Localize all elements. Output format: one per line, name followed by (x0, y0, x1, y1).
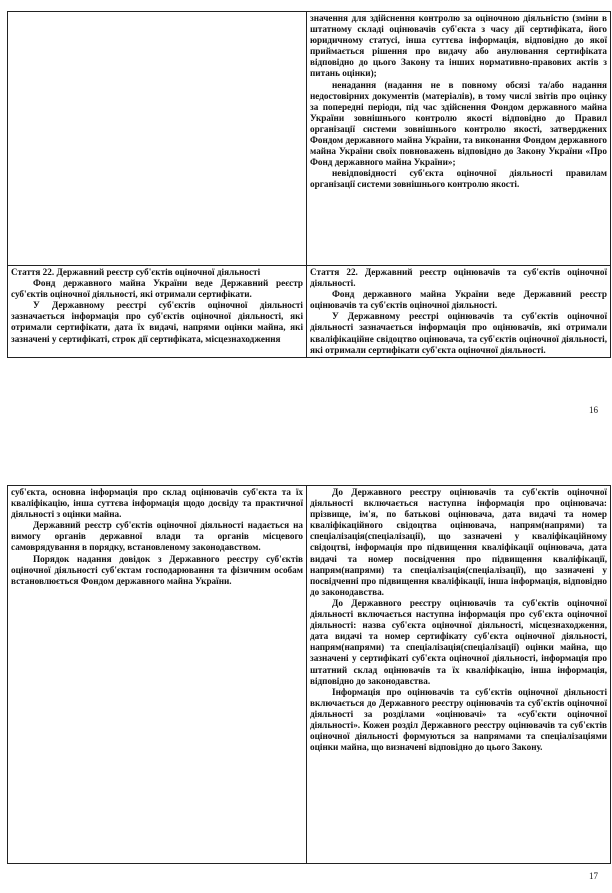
left-article-cell (8, 266, 307, 358)
comparison-table (7, 11, 611, 358)
paragraph: Фонд державного майна України веде Державний реєстр суб'єктів оціночної діяльності, які отримали сертифікати. (11, 278, 303, 300)
page-16 (0, 0, 612, 430)
table-row (8, 266, 611, 358)
right-article-cell (307, 266, 611, 358)
paragraph: невідповідності суб'єкта оціночної діяльності правилам організації системи зовнішнього контролю якості. (310, 168, 607, 190)
page-number: 17 (589, 871, 598, 881)
paragraph: У Державному реєстрі оцінювачів та суб'єктів оціночної діяльності зазначається інформація про оцінювачів, які отримали кваліфікаційне свідоцтво оцінювача, та суб'єктів оціночної діяльності, які отримали сертифікати суб'єкта оціночної діяльності. (310, 311, 607, 355)
paragraph: ненадання (надання не в повному обсязі та/або надання недостовірних документів (матеріалів), в тому числі звітів про оцінку за попередні періоди, під час здійснення Фондом державного майна України зовнішнього контролю якості відповідно до Правил організації системи зовнішнього контролю якості, затверджених Фондом державного майна України, та виконання Фондом державного майна України своїх повноважень відповідно до Закону України «Про Фонд державного майна України»; (310, 79, 607, 168)
paragraph: Державний реєстр суб'єктів оціночної діяльності надається на вимогу органів державної влади та органів місцевого самоврядування в порядку, встановленому законодавством. (11, 520, 303, 553)
article-title: Стаття 22. Державний реєстр оцінювачів та суб'єктів оціночної діяльності. (310, 267, 607, 289)
table-row (8, 486, 611, 864)
page-17 (0, 430, 612, 893)
left-cell-continuation (8, 12, 307, 266)
paragraph: Інформація про оцінювачів та суб'єктів оціночної діяльності включається до Державного реєстру оцінювачів та суб'єктів оціночної діяльності за розділами «оцінювачі» та «суб'єкти оціночної діяльності». Кожен розділ Державного реєстру оцінювачів та суб'єктів оціночної діяльності формуються за напрямами та спеціалізаціями оцінки майна, що визначені відповідно до цього Закону. (310, 686, 607, 753)
paragraph: До Державного реєстру оцінювачів та суб'єктів оціночної діяльності включається наступна інформація про оцінювача: прізвище, ім'я, по батькові оцінювача, дата видачі та номер кваліфікаційного свідоцтва оцінювача, напрям(напрями) та спеціалізація(спеціалізації), що зазначені у кваліфікаційному свідоцтві, інформація про підвищення кваліфікації оцінювача, дата видачі та номер посвідчення про підвищення кваліфікації, напрям(напрями) та спеціалізація(спеціалізації), що зазначені у посвідченні про підвищення кваліфікації, інша інформація, відповідно до законодавства. (310, 487, 607, 597)
paragraph: До Державного реєстру оцінювачів та суб'єктів оціночної діяльності включається наступна інформація про суб'єкта оціночної діяльності: назва суб'єкта оціночної діяльності, місцезнаходження, дата видачі та номер сертифікату суб'єкта оціночної діяльності, напрям(напрями) та спеціалізація(спеціалізації) оцінки майна, що зазначені у сертифікаті суб'єкта оціночної діяльності, інформація про штатний склад оцінювачів та їх кваліфікацію, інша інформація, відповідно до законодавства. (310, 597, 607, 686)
paragraph: суб'єкта, основна інформація про склад оцінювачів суб'єкта та їх кваліфікацію, інша суттєва інформація щодо досвіду та практичної діяльності з оцінки майна. (11, 487, 303, 520)
page-number: 16 (589, 405, 598, 415)
paragraph: значення для здійснення контролю за оціночною діяльністю (зміни в штатному складі оцінювачів суб'єкта з часу дії сертифіката, його юридичному статусі, інша суттєва інформація, відповідно до якої приймається рішення про видачу або анулювання сертифіката відповідно до цього Закону та інших нормативно-правових актів з питань оцінки); (310, 13, 607, 79)
table-row (8, 12, 611, 266)
paragraph: У Державному реєстрі суб'єктів оціночної діяльності зазначається інформація про суб'єктів оціночної діяльності, які отримали сертифікати, дата їх видачі, напрями оцінки майна, які зазначені у сертифікаті, строк дії сертифіката, місцезнаходження (11, 300, 303, 344)
right-cell (307, 486, 611, 864)
article-title: Стаття 22. Державний реєстр суб'єктів оціночної діяльності (11, 267, 261, 277)
paragraph: Фонд державного майна України веде Державний реєстр оцінювачів та суб'єктів оціночної діяльності. (310, 289, 607, 311)
left-cell (8, 486, 307, 864)
paragraph: Порядок надання довідок з Державного реєстру суб'єктів оціночної діяльності суб'єктам господарювання та фізичним особам встановлюється Фондом державного майна України. (11, 553, 303, 586)
right-cell-continuation (307, 12, 611, 266)
comparison-table (7, 485, 611, 864)
